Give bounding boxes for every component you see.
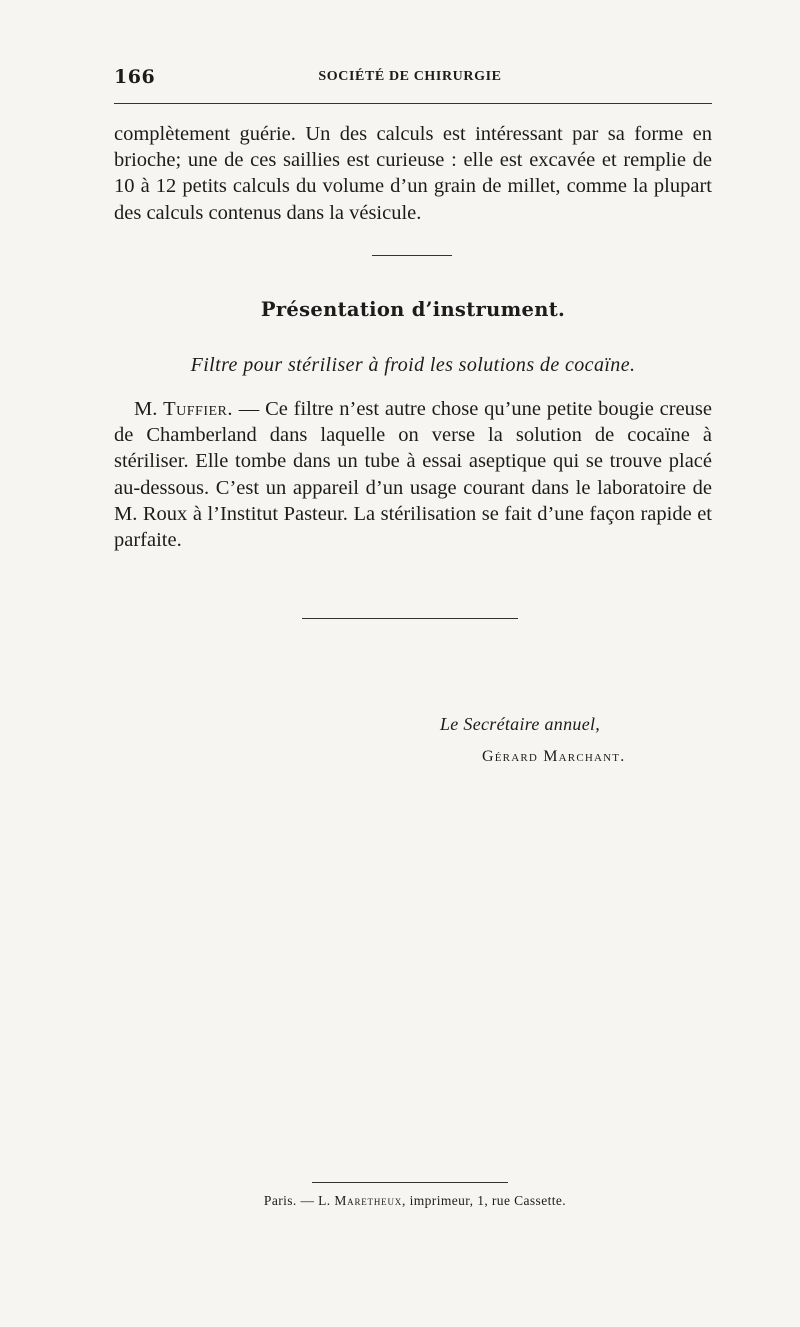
speaker-prefix: M. xyxy=(134,398,164,420)
section-paragraph xyxy=(114,396,712,553)
page-number: 166 xyxy=(114,66,156,88)
intro-paragraph: complètement guérie. Un des calculs est intéressant par sa forme en brioche; une de ces saillies est curieuse : elle est excavée et remplie de 10 à 12 petits calculs du volume d’un grain de millet, comme la plupart des calculs contenus dans la vésicule. xyxy=(114,123,712,224)
signature-name: Gérard Marchant. xyxy=(482,748,626,765)
paragraph-text: — Ce filtre n’est autre chose qu’une petite bougie creuse de Chamberland dans laquelle on verse la solution de cocaïne à stériliser. Elle tombe dans un tube à essai aseptique qui se trouve placé au-dessous. C’est un appareil d’un usage courant dans le laboratoire de M. Roux à l’Institut Pasteur. La stérilisation se fait d’une façon rapide et parfaite. xyxy=(114,398,712,552)
imprint xyxy=(180,1193,650,1209)
running-head: SOCIÉTÉ DE CHIRURGIE xyxy=(318,69,502,84)
header-rule xyxy=(114,103,712,104)
imprint-rest: , imprimeur, 1, rue Cassette. xyxy=(402,1193,567,1208)
imprint-city: Paris. — L. xyxy=(263,1193,335,1208)
section-subtitle: Filtre pour stériliser à froid les solutions de cocaïne. xyxy=(190,354,636,376)
section-title: Présentation d’instrument. xyxy=(260,298,566,321)
speaker-name: Tuffier. xyxy=(163,398,234,420)
end-divider xyxy=(302,618,518,619)
section-divider xyxy=(372,255,452,256)
imprint-rule xyxy=(312,1182,508,1183)
signature-role: Le Secrétaire annuel, xyxy=(440,714,601,734)
imprint-printer: Maretheux xyxy=(334,1193,403,1208)
